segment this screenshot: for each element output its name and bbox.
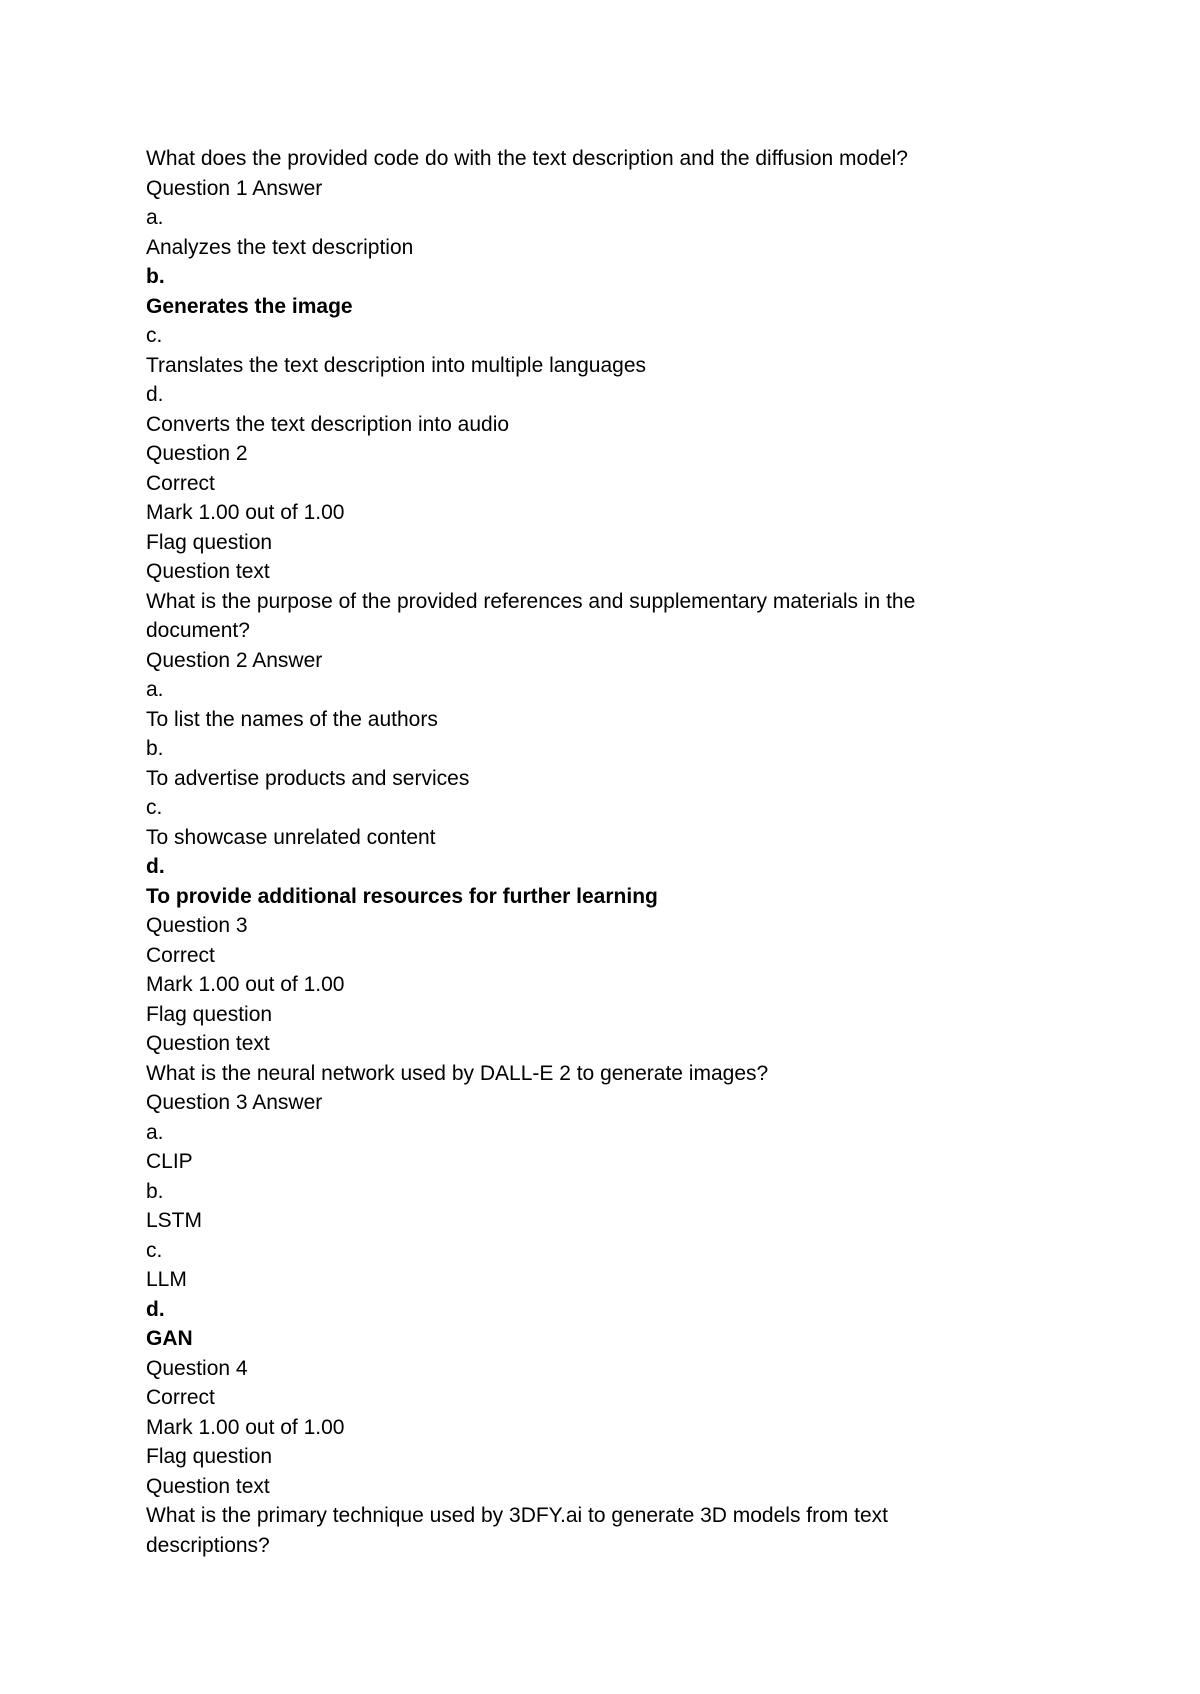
- question-text-label-line: Question text: [146, 1032, 270, 1055]
- option-text-line: Generates the image: [146, 294, 353, 318]
- status-line: Correct: [146, 943, 215, 967]
- option-text-line: To provide additional resources for further learning: [146, 884, 658, 908]
- status-line: Correct: [146, 471, 215, 495]
- option-letter-line: b.: [146, 265, 165, 288]
- question-prompt-line: What is the neural network used by DALL-E 2 to generate images?: [146, 1061, 769, 1085]
- question-prompt-line: document?: [146, 619, 250, 642]
- option-letter-line: d.: [146, 383, 164, 406]
- option-text-line: To list the names of the authors: [146, 707, 438, 731]
- option-letter-line: b.: [146, 737, 164, 760]
- question-prompt-line: What is the purpose of the provided references and supplementary materials in the: [146, 589, 916, 613]
- option-letter-line: d.: [146, 855, 165, 878]
- option-text-line: GAN: [146, 1327, 193, 1350]
- mark-line: Mark 1.00 out of 1.00: [146, 501, 345, 524]
- option-letter-line: b.: [146, 1179, 164, 1203]
- document-page: [146, 144, 1146, 1560]
- question-number-line: Question 2: [146, 442, 248, 465]
- flag-line: Flag question: [146, 1002, 273, 1026]
- option-text-line: Translates the text description into multiple languages: [146, 353, 647, 377]
- option-letter-line: c.: [146, 1238, 163, 1262]
- question-number-line: Question 4: [146, 1356, 248, 1380]
- question-text-label-line: Question text: [146, 560, 270, 583]
- option-letter-line: a.: [146, 1120, 164, 1144]
- answer-heading-line: Question 2 Answer: [146, 648, 323, 672]
- option-text-line: CLIP: [146, 1150, 193, 1173]
- option-letter-line: d.: [146, 1297, 165, 1321]
- status-line: Correct: [146, 1386, 215, 1409]
- answer-heading-line: Question 3 Answer: [146, 1091, 323, 1114]
- option-letter-line: a.: [146, 206, 164, 229]
- option-letter-line: c.: [146, 796, 163, 819]
- question-text-label-line: Question text: [146, 1474, 270, 1498]
- option-text-line: LLM: [146, 1268, 187, 1291]
- option-text-line: Converts the text description into audio: [146, 412, 510, 436]
- mark-line: Mark 1.00 out of 1.00: [146, 1415, 345, 1439]
- option-text-line: To advertise products and services: [146, 766, 470, 790]
- question-prompt-line: descriptions?: [146, 1533, 270, 1557]
- flag-line: Flag question: [146, 530, 273, 554]
- option-letter-line: c.: [146, 324, 163, 347]
- question-prompt-line: What is the primary technique used by 3DFY.ai to generate 3D models from text: [146, 1504, 888, 1527]
- flag-line: Flag question: [146, 1445, 273, 1468]
- option-text-line: Analyzes the text description: [146, 235, 414, 259]
- option-text-line: LSTM: [146, 1209, 203, 1232]
- question-number-line: Question 3: [146, 914, 248, 937]
- question-prompt-line: What does the provided code do with the text description and the diffusion model?: [146, 147, 908, 170]
- option-text-line: To showcase unrelated content: [146, 825, 436, 849]
- option-letter-line: a.: [146, 678, 164, 701]
- answer-heading-line: Question 1 Answer: [146, 176, 323, 200]
- mark-line: Mark 1.00 out of 1.00: [146, 973, 345, 996]
